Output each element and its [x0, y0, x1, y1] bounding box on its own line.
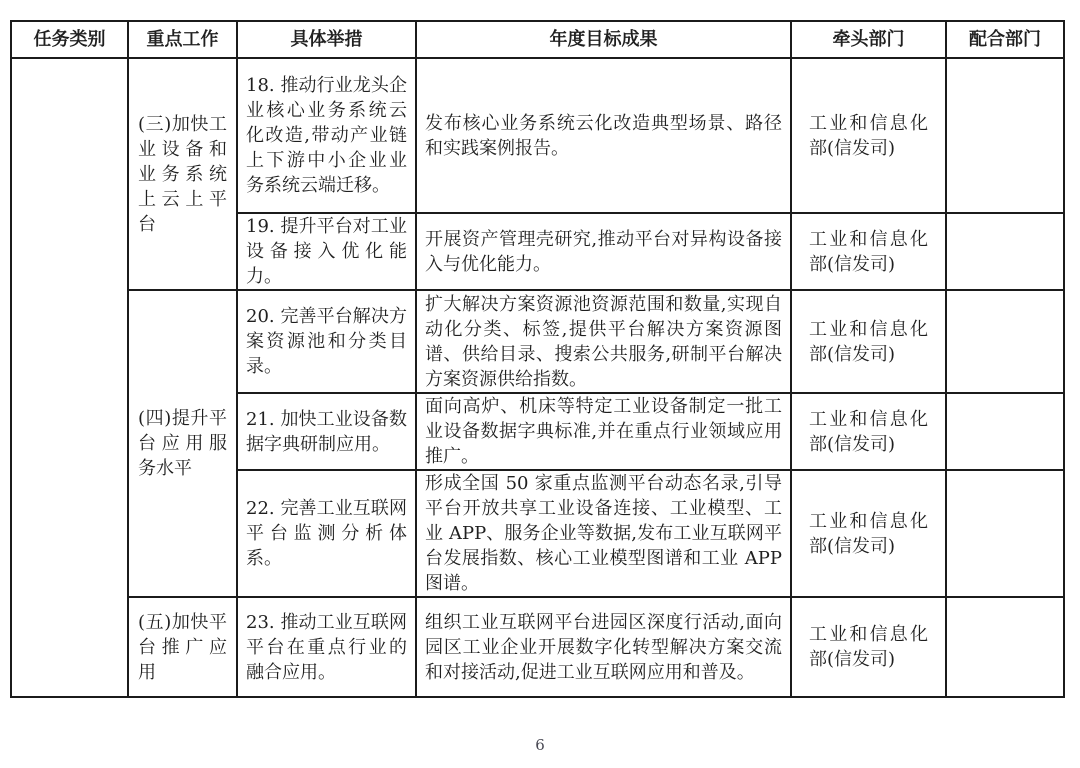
cell-key-work-group-3: (三)加快工业设备和业务系统上云上平台 [128, 58, 237, 290]
cell-key-work-group-4: (四)提升平台应用服务水平 [128, 290, 237, 597]
cell-measure-19: 19. 提升平台对工业设备接入优化能力。 [237, 213, 416, 290]
cell-outcome-18: 发布核心业务系统云化改造典型场景、路径和实践案例报告。 [416, 58, 791, 213]
cell-measure-23: 23. 推动工业互联网平台在重点行业的融合应用。 [237, 597, 416, 697]
cell-lead-22: 工业和信息化部(信发司) [791, 470, 946, 597]
cell-outcome-21: 面向高炉、机床等特定工业设备制定一批工业设备数据字典标准,并在重点行业领域应用推广。 [416, 393, 791, 470]
cell-measure-21: 21. 加快工业设备数据字典研制应用。 [237, 393, 416, 470]
cell-lead-23: 工业和信息化部(信发司) [791, 597, 946, 697]
cell-support-19 [946, 213, 1064, 290]
task-table [10, 20, 1065, 698]
cell-task-category [11, 58, 128, 697]
cell-support-23 [946, 597, 1064, 697]
cell-lead-18: 工业和信息化部(信发司) [791, 58, 946, 213]
cell-measure-20: 20. 完善平台解决方案资源池和分类目录。 [237, 290, 416, 393]
header-measures: 具体举措 [237, 21, 416, 58]
cell-measure-22: 22. 完善工业互联网平台监测分析体系。 [237, 470, 416, 597]
header-support-department: 配合部门 [946, 21, 1064, 58]
cell-lead-19: 工业和信息化部(信发司) [791, 213, 946, 290]
table-row-23 [11, 597, 1064, 697]
cell-outcome-22: 形成全国 50 家重点监测平台动态名录,引导平台开放共享工业设备连接、工业模型、工业 APP、服务企业等数据,发布工业互联网平台发展指数、核心工业模型图谱和工业 APP 图谱。 [416, 470, 791, 597]
cell-lead-21: 工业和信息化部(信发司) [791, 393, 946, 470]
cell-support-21 [946, 393, 1064, 470]
table-row-18 [11, 58, 1064, 213]
header-lead-department: 牵头部门 [791, 21, 946, 58]
cell-outcome-20: 扩大解决方案资源池资源范围和数量,实现自动化分类、标签,提供平台解决方案资源图谱、供给目录、搜索公共服务,研制平台解决方案资源供给指数。 [416, 290, 791, 393]
cell-outcome-19: 开展资产管理壳研究,推动平台对异构设备接入与优化能力。 [416, 213, 791, 290]
page-number: 6 [535, 736, 545, 754]
cell-support-22 [946, 470, 1064, 597]
cell-lead-20: 工业和信息化部(信发司) [791, 290, 946, 393]
cell-key-work-group-5: (五)加快平台推广应用 [128, 597, 237, 697]
cell-measure-18: 18. 推动行业龙头企业核心业务系统云化改造,带动产业链上下游中小企业业务系统云端迁移。 [237, 58, 416, 213]
cell-support-20 [946, 290, 1064, 393]
header-task-category: 任务类别 [11, 21, 128, 58]
cell-outcome-23: 组织工业互联网平台进园区深度行活动,面向园区工业企业开展数字化转型解决方案交流和对接活动,促进工业互联网应用和普及。 [416, 597, 791, 697]
header-row [11, 21, 1064, 58]
cell-support-18 [946, 58, 1064, 213]
table-row-20 [11, 290, 1064, 393]
header-key-work: 重点工作 [128, 21, 237, 58]
header-annual-outcomes: 年度目标成果 [416, 21, 791, 58]
